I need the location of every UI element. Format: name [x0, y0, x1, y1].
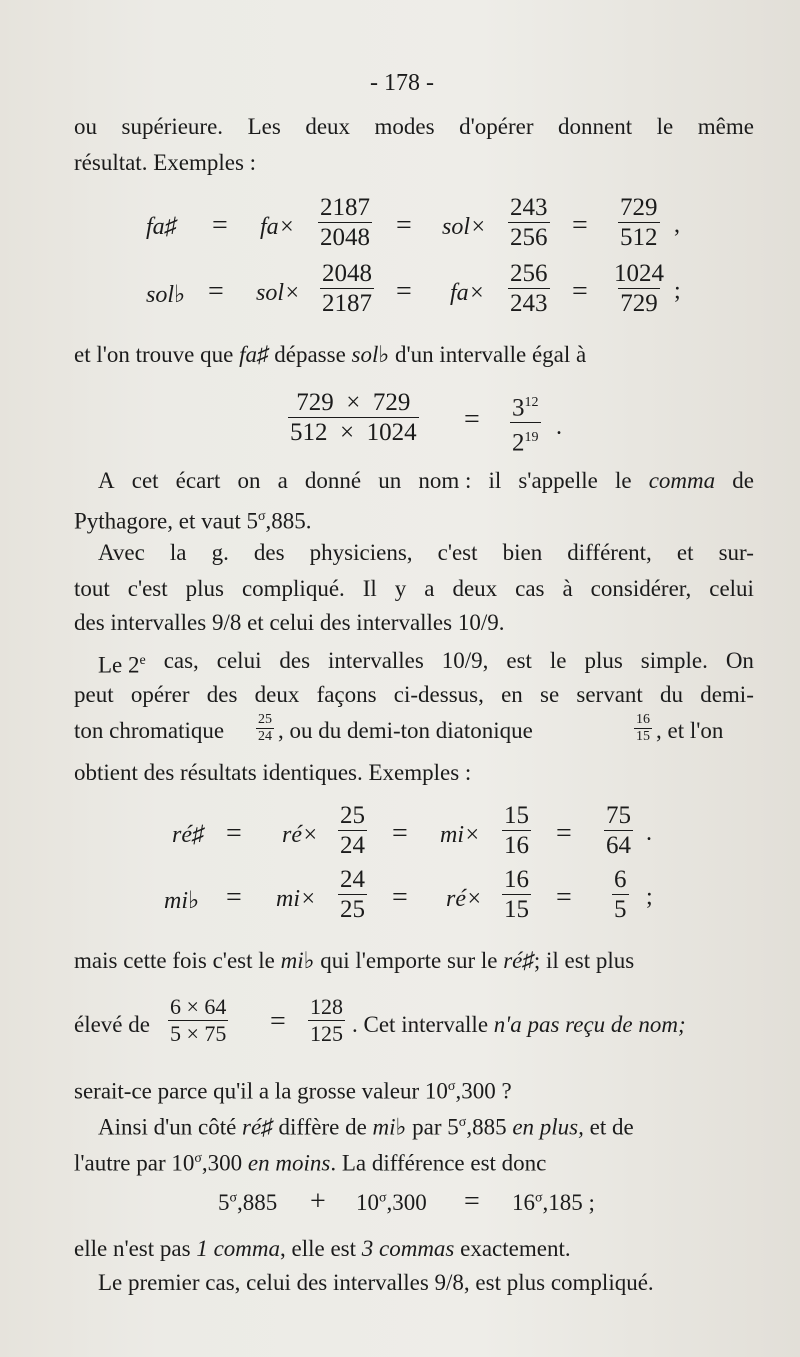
word: sur-: [718, 540, 754, 565]
word: un: [378, 468, 402, 493]
text: ; il est plus: [533, 948, 635, 973]
fraction-denominator: 512 × 1024: [290, 419, 417, 446]
word: des: [253, 540, 285, 565]
note-name: ré♯: [503, 948, 534, 973]
equation-lhs: mi♭: [164, 888, 200, 914]
equation-term: sol×: [256, 280, 301, 306]
sigma-unit: σ: [379, 1190, 387, 1206]
equation-lhs: ré♯: [172, 822, 204, 848]
word: a: [277, 468, 288, 493]
base: 2: [512, 429, 525, 457]
equals-sign: =: [212, 210, 228, 241]
word: écart: [175, 468, 221, 493]
word: considérer,: [590, 576, 692, 601]
word: Avec: [98, 540, 145, 565]
text: serait-ce parce qu'il a la grosse valeur 10: [74, 1078, 448, 1104]
word: le: [549, 648, 567, 673]
word: On: [725, 648, 754, 673]
word: donnent: [558, 114, 633, 139]
equation-lhs: sol♭: [146, 282, 186, 308]
note-name: mi♭: [280, 948, 315, 973]
word: nom :: [418, 468, 472, 493]
fraction: [308, 994, 345, 1047]
text: diffère de: [272, 1114, 373, 1140]
fraction: [618, 193, 660, 252]
punctuation: ;: [646, 884, 653, 910]
equals-sign: =: [464, 404, 480, 435]
text: élevé de: [74, 1012, 150, 1037]
paragraph-4-line-2: [74, 574, 754, 604]
equals-sign: =: [396, 210, 412, 241]
fraction-numerator: 16: [636, 712, 650, 727]
equation-term: sol×: [442, 214, 487, 240]
word: du: [660, 682, 683, 707]
equals-sign: =: [226, 882, 242, 913]
word: de: [732, 468, 754, 493]
note-name: sol♭: [351, 342, 390, 367]
word: intervalles: [328, 648, 424, 673]
text: ,885: [466, 1114, 513, 1140]
exponent: 12: [524, 395, 539, 410]
equals-sign: =: [392, 818, 408, 849]
fraction-denominator: 25: [340, 896, 365, 923]
word: compliqué.: [241, 576, 345, 601]
plus-sign: +: [310, 1186, 326, 1217]
text: dépasse: [268, 342, 352, 367]
note-name: mi♭: [372, 1114, 407, 1140]
fraction: [338, 865, 367, 924]
sigma-unit: σ: [194, 1151, 202, 1166]
sigma-unit: σ: [229, 1190, 238, 1206]
word: opérer: [130, 682, 190, 707]
word: il: [488, 468, 502, 493]
sigma-unit: σ: [535, 1190, 543, 1206]
word: façons: [316, 682, 377, 707]
paragraph-2: [74, 340, 754, 370]
paragraph-3-line-2: [74, 502, 754, 537]
note-name: ré♯: [242, 1114, 273, 1140]
word: en: [501, 682, 523, 707]
fraction-numerator: 25: [340, 802, 365, 829]
fraction-numerator: 75: [606, 802, 631, 829]
fraction-denominator: 15: [636, 729, 650, 744]
fraction: [508, 193, 550, 252]
fraction-numerator: 2048: [322, 260, 372, 287]
word: physiciens,: [309, 540, 413, 565]
text-italic: 3 commas: [361, 1236, 455, 1261]
word: ci-dessus,: [393, 682, 484, 707]
equals-sign: =: [572, 276, 588, 307]
word: des: [206, 682, 238, 707]
fraction-denominator: 2187: [322, 290, 372, 317]
word: A: [98, 468, 115, 493]
punctuation: ;: [674, 278, 681, 304]
fraction: [502, 865, 531, 924]
fraction-denominator: 729: [620, 290, 658, 317]
text-italic: en plus,: [512, 1114, 584, 1140]
text: et l'on trouve que: [74, 342, 240, 367]
fraction-inline: [634, 712, 652, 745]
word: [98, 646, 146, 681]
word: g.: [211, 540, 229, 565]
word: le: [614, 468, 632, 493]
value-dec: ,300: [386, 1190, 427, 1215]
paragraph-1-line-2: résultat. Exemples :: [74, 150, 257, 175]
fraction-denominator: 15: [504, 896, 529, 923]
text: ton chromatique: [74, 718, 225, 743]
fraction-inline: [256, 712, 274, 745]
equation-term: mi×: [276, 886, 317, 912]
punctuation: .: [646, 820, 652, 846]
word: c'est: [437, 540, 478, 565]
equals-sign: =: [572, 210, 588, 241]
word: Il: [362, 576, 377, 601]
fraction-numerator: 243: [510, 194, 548, 221]
text: . Cet intervalle: [352, 1012, 494, 1037]
exponent: 19: [524, 430, 539, 446]
text-italic: en moins: [247, 1150, 331, 1176]
fraction-denominator: 24: [340, 832, 365, 859]
fraction-denominator: 125: [310, 1021, 343, 1046]
sigma-unit: σ: [458, 1115, 467, 1130]
equation-lhs: fa♯: [146, 214, 177, 240]
text: ,300: [201, 1150, 248, 1176]
word: c'est: [127, 576, 168, 601]
paragraph-8-line-2: Le premier cas, celui des intervalles 9/8, est plus compliqué.: [98, 1270, 654, 1295]
fraction: [338, 801, 367, 860]
text-italic: n'a pas reçu de nom;: [493, 1012, 686, 1037]
fraction: [612, 865, 629, 924]
equals-sign: =: [396, 276, 412, 307]
paragraph-7-line-2: [74, 1144, 754, 1179]
text: , et l'on: [656, 718, 724, 743]
paragraph-7-line-1: [98, 1108, 754, 1143]
value: [218, 1190, 277, 1216]
equation-term: fa×: [260, 214, 295, 240]
sigma-unit: σ: [447, 1079, 456, 1094]
value-int: 16: [512, 1190, 535, 1215]
text: , elle est: [280, 1236, 362, 1261]
paragraph-6-line-3: [74, 1072, 754, 1107]
text: elle n'est pas: [74, 1236, 197, 1261]
word: supérieure.: [121, 114, 224, 139]
fraction-numerator: 15: [504, 802, 529, 829]
value: [512, 1190, 595, 1216]
paragraph-6-line-1: [74, 946, 754, 976]
word: peut: [74, 682, 114, 707]
fraction-denominator: 24: [258, 729, 272, 744]
equals-sign: =: [464, 1186, 480, 1217]
word-text: Le 2: [98, 652, 140, 678]
fraction-numerator: 1024: [614, 260, 664, 287]
fraction-numerator: 128: [310, 994, 343, 1019]
word: demi-: [700, 682, 754, 707]
value-int: 10: [356, 1190, 379, 1215]
superscript: e: [139, 653, 146, 668]
word: et: [676, 540, 694, 565]
equals-sign: =: [556, 818, 572, 849]
text: l'autre par 10: [74, 1150, 195, 1176]
paragraph-4-line-1: [98, 538, 754, 568]
equation-term: mi×: [440, 822, 481, 848]
fraction-denominator: 243: [510, 290, 548, 317]
word: deux: [452, 576, 498, 601]
word: servant: [576, 682, 643, 707]
fraction: [502, 801, 531, 860]
fraction: [288, 388, 419, 447]
fraction: [604, 801, 633, 860]
word: cas: [515, 576, 545, 601]
fraction-denominator: 64: [606, 832, 631, 859]
text: ,300 ?: [455, 1078, 512, 1104]
word: des: [279, 648, 311, 673]
text: mais cette fois c'est le: [74, 948, 281, 973]
fraction-numerator: 2187: [320, 194, 370, 221]
word: même: [697, 114, 754, 139]
text: par 5: [406, 1114, 459, 1140]
base: 3: [512, 394, 525, 422]
equation-term: ré×: [446, 886, 483, 912]
fraction: [508, 259, 550, 318]
word: deux: [254, 682, 300, 707]
word: 10/9,: [441, 648, 489, 673]
fraction-denominator: 2048: [320, 224, 370, 251]
word: donné: [304, 468, 362, 493]
equals-sign: =: [226, 818, 242, 849]
paragraph-1-line-1: [74, 112, 754, 142]
word: simple.: [640, 648, 708, 673]
equals-sign: =: [208, 276, 224, 307]
fraction: [612, 259, 666, 318]
text: ,885.: [265, 508, 312, 534]
fraction-numerator: 729: [620, 194, 658, 221]
word: celui: [216, 648, 262, 673]
fraction-numerator: 6: [614, 866, 627, 893]
fraction: [320, 259, 374, 318]
fraction-denominator: 5 × 75: [170, 1021, 227, 1046]
fraction-numerator: 256: [510, 260, 548, 287]
text: , ou du demi-ton diatonique: [278, 718, 533, 743]
fraction: [318, 193, 372, 252]
word: se: [540, 682, 560, 707]
word-italic: comma: [648, 468, 716, 493]
word: on: [237, 468, 261, 493]
word: cet: [131, 468, 159, 493]
text: et de: [583, 1114, 634, 1140]
text: . La différence est donc: [330, 1150, 547, 1176]
fraction: [168, 994, 228, 1047]
punctuation: .: [556, 414, 562, 440]
fraction-numerator: 25: [258, 712, 272, 727]
word: y: [394, 576, 407, 601]
equation-term: ré×: [282, 822, 319, 848]
paragraph-8-line-1: [74, 1234, 754, 1264]
word: le: [656, 114, 674, 139]
value-dec: ,885: [237, 1190, 278, 1215]
word: modes: [374, 114, 435, 139]
word: à: [562, 576, 573, 601]
word: Les: [247, 114, 281, 139]
equals-sign: =: [270, 1006, 286, 1037]
fraction-denominator: [510, 422, 541, 457]
word: a: [424, 576, 435, 601]
fraction-denominator: 256: [510, 224, 548, 251]
text-run: [352, 1012, 686, 1038]
text: exactement.: [454, 1236, 571, 1261]
sigma-unit: σ: [257, 509, 266, 524]
value: [356, 1190, 427, 1216]
fraction-numerator: 16: [504, 866, 529, 893]
word: la: [169, 540, 187, 565]
word: cas,: [163, 648, 199, 673]
fraction-numerator: 24: [340, 866, 365, 893]
page-number: - 178 -: [370, 70, 434, 96]
word: tout: [74, 576, 110, 601]
paragraph-5-line-2: [74, 680, 754, 710]
punctuation: ,: [674, 212, 680, 238]
fraction-denominator: 5: [614, 896, 627, 923]
paragraph-3-line-1: [98, 466, 754, 496]
paragraph-5-line-1: [98, 646, 754, 681]
word: s'appelle: [518, 468, 598, 493]
equation-term: fa×: [450, 280, 485, 306]
fraction-numerator: 729 × 729: [296, 389, 411, 416]
word: plus: [185, 576, 224, 601]
fraction: [510, 388, 541, 458]
value-int: 5: [218, 1190, 230, 1215]
word: plus: [584, 648, 623, 673]
fraction-numerator: [510, 388, 541, 422]
paragraph-5-line-4: obtient des résultats identiques. Exemples :: [74, 760, 472, 785]
word: bien: [502, 540, 543, 565]
word: deux: [305, 114, 351, 139]
paragraph-4-line-3: des intervalles 9/8 et celui des intervalles 10/9.: [74, 610, 505, 635]
text: d'un intervalle égal à: [389, 342, 587, 367]
word: ou: [74, 114, 97, 139]
text: Pythagore, et vaut 5: [74, 508, 258, 534]
equals-sign: =: [392, 882, 408, 913]
text-italic: 1 comma: [196, 1236, 280, 1261]
fraction-numerator: 6 × 64: [170, 994, 227, 1019]
word: est: [506, 648, 532, 673]
value-dec: ,185 ;: [542, 1190, 595, 1215]
equals-sign: =: [556, 882, 572, 913]
word: celui: [709, 576, 754, 601]
word: différent,: [567, 540, 652, 565]
fraction-denominator: 512: [620, 224, 658, 251]
text: qui l'emporte sur le: [314, 948, 504, 973]
text: Ainsi d'un côté: [98, 1114, 243, 1140]
word: d'opérer: [459, 114, 534, 139]
fraction-denominator: 16: [504, 832, 529, 859]
note-name: fa♯: [239, 342, 269, 367]
